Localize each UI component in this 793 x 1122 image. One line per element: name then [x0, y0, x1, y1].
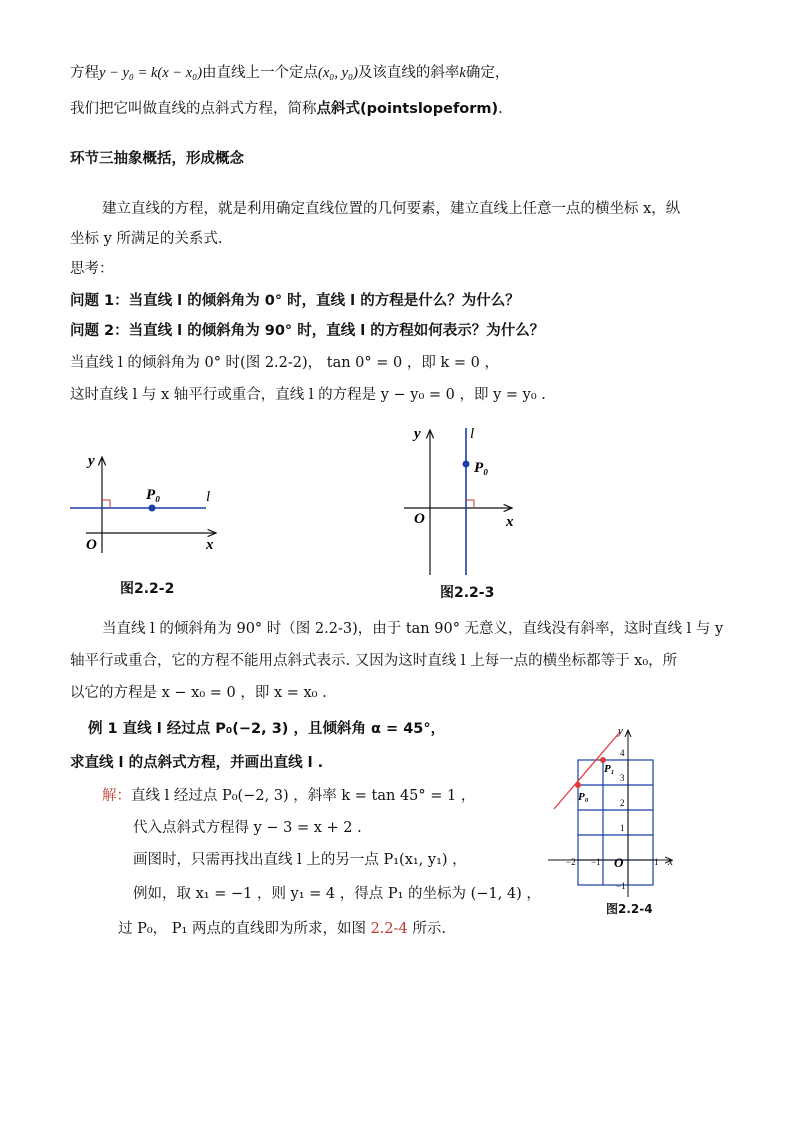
- x-label: x: [668, 856, 673, 868]
- answer-1-line-1: 当直线 l 的倾斜角为 0° 时(图 2.2-2)， tan 0° = 0 ，即 k = 0 ，: [70, 355, 499, 371]
- solution-label: 解：: [102, 788, 131, 804]
- l-label: l: [470, 426, 475, 442]
- y-label: y: [618, 725, 623, 737]
- right-angle-mark: [466, 500, 474, 508]
- tick-y-1: 1: [620, 823, 625, 833]
- example-1-line-1: 例 1 直线 l 经过点 P₀(−2, 3) ，且倾斜角 α = 45°，: [88, 721, 446, 737]
- tick-y-neg1: −1: [616, 881, 626, 891]
- tick-x-neg1: −1: [591, 857, 601, 867]
- intro-line-1: 方程y − y₀ = k(x − x₀)由直线上一个定点(x₀, y₀)及该直线的斜率k确定，: [70, 65, 510, 81]
- point-p0: [575, 782, 581, 788]
- concept-line-1: 建立直线的方程，就是利用确定直线位置的几何要素，建立直线上任意一点的横坐标 x，纵: [102, 201, 681, 217]
- solution-line-1: 解：直线 l 经过点 P₀(−2, 3) ，斜率 k = tan 45° = 1 ，: [102, 788, 476, 804]
- answer-2-line-2: 轴平行或重合，它的方程不能用点斜式表示. 又因为这时直线 l 上每一点的横坐标都等于 x₀，所: [70, 653, 678, 669]
- p1-label: P₁: [604, 763, 615, 775]
- l-label: l: [206, 489, 211, 505]
- solution-line-3: 画图时，只需再找出直线 l 上的另一点 P₁(x₁, y₁) ，: [133, 852, 467, 868]
- origin-label: O: [614, 855, 624, 870]
- origin-label: O: [86, 537, 97, 553]
- figure-2-2-2: [66, 445, 236, 560]
- p0-label: P₀: [578, 791, 589, 803]
- tick-x-1: 1: [654, 857, 659, 867]
- solution-line-4: 例如，取 x₁ = −1 ，则 y₁ = 4 ，得点 P₁ 的坐标为 (−1, 4) ，: [133, 886, 541, 902]
- figure-2-2-3: [400, 420, 530, 580]
- figure-2-2-3-caption: 图2.2-3: [440, 585, 495, 601]
- answer-2-line-3: 以它的方程是 x − x₀ = 0 ，即 x = x₀ .: [70, 685, 327, 701]
- point-p0: [463, 461, 470, 468]
- x-label: x: [206, 537, 214, 553]
- intro-line-2: 我们把它叫做直线的点斜式方程，简称点斜式(pointslopeform).: [70, 101, 503, 117]
- tick-y-4: 4: [620, 748, 625, 758]
- p0-label: P₀: [474, 460, 489, 476]
- example-1-line-2: 求直线 l 的点斜式方程，并画出直线 l .: [70, 755, 324, 771]
- y-label: y: [414, 426, 421, 442]
- right-angle-mark: [102, 500, 110, 508]
- point-p0: [149, 505, 156, 512]
- tick-y-2: 2: [620, 798, 625, 808]
- figure-2-2-4: [540, 722, 685, 902]
- question-1: 问题 1：当直线 l 的倾斜角为 0° 时，直线 l 的方程是什么？为什么？: [70, 293, 520, 309]
- figure-2-2-4-caption: 图2.2-4: [606, 902, 653, 916]
- think-label: 思考：: [70, 261, 114, 277]
- solution-line-5: 过 P₀， P₁ 两点的直线即为所求，如图 2.2-4 所示.: [118, 921, 446, 937]
- question-2: 问题 2：当直线 l 的倾斜角为 90° 时，直线 l 的方程如何表示？为什么？: [70, 323, 545, 339]
- answer-1-line-2: 这时直线 l 与 x 轴平行或重合，直线 l 的方程是 y − y₀ = 0 ，即 y = y₀ .: [70, 387, 546, 403]
- y-label: y: [88, 453, 95, 469]
- figure-reference-link[interactable]: 2.2-4: [370, 921, 408, 937]
- tick-y-3: 3: [620, 773, 625, 783]
- x-label: x: [506, 514, 514, 530]
- p0-label: P₀: [146, 487, 161, 503]
- concept-line-2: 坐标 y 所满足的关系式.: [70, 231, 223, 247]
- solution-line-2: 代入点斜式方程得 y − 3 = x + 2 .: [133, 820, 362, 836]
- section-title: 环节三抽象概括，形成概念: [70, 151, 244, 167]
- tick-x-neg2: −2: [566, 857, 576, 867]
- figure-2-2-2-caption: 图2.2-2: [120, 581, 175, 597]
- answer-2-line-1: 当直线 l 的倾斜角为 90° 时（图 2.2-3)，由于 tan 90° 无意义，直线没有斜率，这时直线 l 与 y: [102, 621, 724, 637]
- origin-label: O: [414, 511, 425, 527]
